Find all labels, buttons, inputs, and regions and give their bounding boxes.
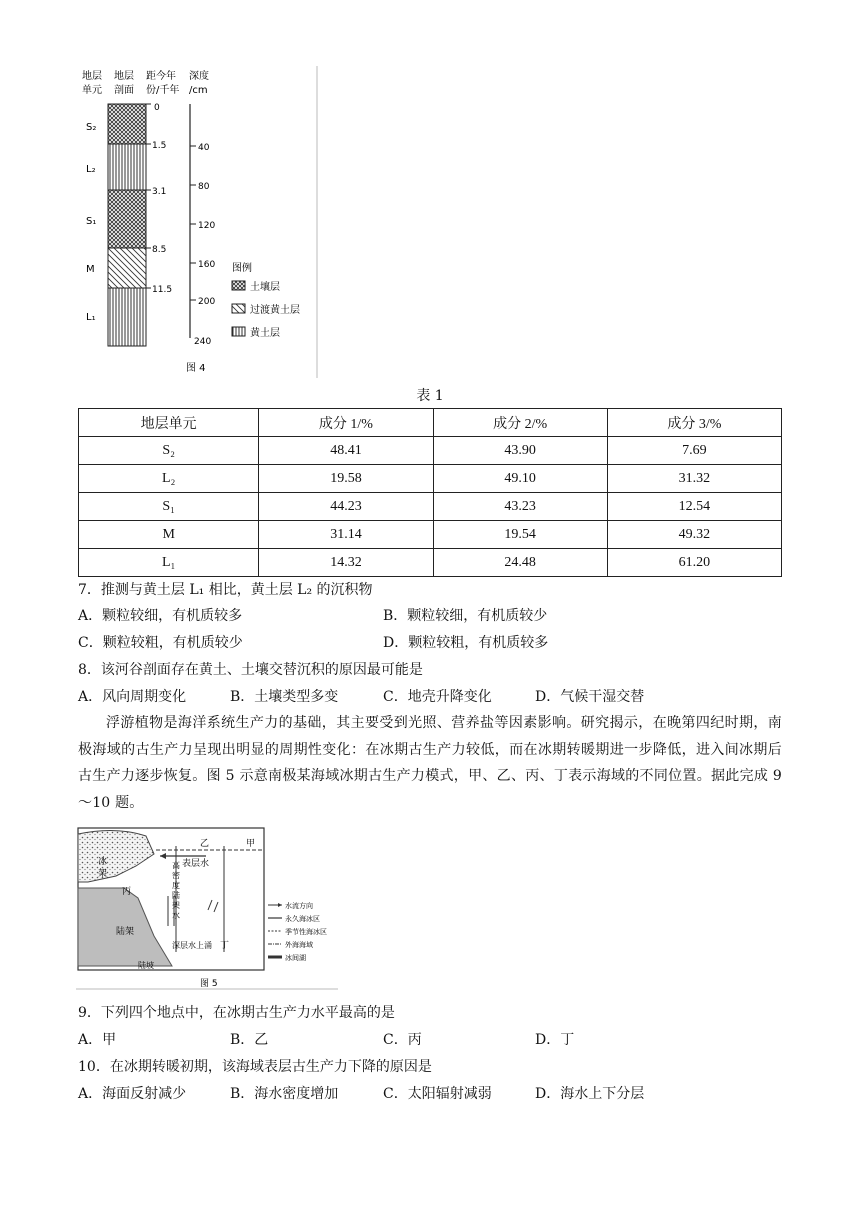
legend-title: 图例 [232,263,252,274]
age-0: 0 [154,103,160,113]
label-shelf: 陆架 [116,927,135,937]
table-cell: 19.58 [259,465,433,493]
figure-4 [76,66,320,378]
table-cell: L₁ [79,549,259,577]
label-dense-5: 架 [172,901,180,910]
header-unit-2: 单元 [82,85,102,96]
label-dense-2: 密 [172,871,180,880]
question-7-option-a: A．颗粒较细，有机质较多 [78,608,243,624]
age-1: 1.5 [152,141,167,151]
table-row [79,493,782,521]
figure-5-legend [268,901,327,962]
label-dense-1: 高 [172,861,180,870]
label-dense-4: 陆 [172,891,180,900]
legend-flow: 水流方向 [285,902,313,910]
question-9-option-d: D．丁 [535,1032,575,1048]
label-slope: 陆坡 [138,961,154,970]
unit-label-s2: S₂ [86,122,97,133]
table-1-caption: 表 1 [416,388,444,404]
label-dense-6: 水 [172,911,180,920]
depth-80: 80 [198,182,210,192]
table-cell: 48.41 [259,437,433,465]
question-10-option-c: C．太阳辐射减弱 [383,1086,492,1102]
table-cell: 19.54 [433,521,607,549]
depth-120: 120 [198,221,216,231]
question-8-option-a: A．风向周期变化 [78,689,187,705]
table-cell: 31.32 [607,465,781,493]
label-surface: 表层水 [182,859,210,869]
unit-label-l2: L₂ [86,164,96,175]
question-7-option-c: C．颗粒较粗，有机质较少 [78,635,243,651]
header-section-1: 地层 [114,71,134,82]
header-depth-1: 深度 [189,71,209,82]
question-7-stem: 7．推测与黄土层 L₁ 相比，黄土层 L₂ 的沉积物 [78,582,373,598]
layer-s1 [108,190,146,248]
header-age-2: 份/千年 [146,85,180,96]
unit-label-s1: S₁ [86,216,97,227]
question-10-stem: 10．在冰期转暖初期，该海域表层古生产力下降的原因是 [78,1059,432,1075]
figure-5 [76,826,338,990]
label-ice-1: 冰 [98,857,108,867]
label-ice-2: 架 [98,869,108,879]
table-header: 成分 1/% [259,409,433,437]
legend-loess-swatch [232,327,245,336]
table-cell: 14.32 [259,549,433,577]
table-row [79,437,782,465]
table-row [79,549,782,577]
table-1 [78,408,782,577]
depth-40: 40 [198,143,210,153]
table-header: 成分 2/% [433,409,607,437]
question-9-option-c: C．丙 [383,1032,422,1048]
question-8-stem: 8．该河谷剖面存在黄土、土壤交替沉积的原因最可能是 [78,662,423,678]
header-section-2: 剖面 [114,85,134,96]
layer-s2 [108,104,146,144]
table-cell: 43.23 [433,493,607,521]
table-cell: 44.23 [259,493,433,521]
depth-200: 200 [198,297,216,307]
question-8-option-b: B．土壤类型多变 [230,689,339,705]
question-7-option-b: B．颗粒较细，有机质较少 [383,608,548,624]
table-cell: 49.10 [433,465,607,493]
question-9-stem: 9．下列四个地点中，在冰期古生产力水平最高的是 [78,1005,395,1021]
figure-5-caption: 图 5 [200,979,218,989]
legend-trans-label: 过渡黄土层 [250,305,300,316]
table-cell: 24.48 [433,549,607,577]
question-7-option-d: D．颗粒较粗，有机质较多 [383,635,549,651]
unit-label-m: M [86,264,95,275]
table-cell: 31.14 [259,521,433,549]
question-8-option-d: D．气候干湿交替 [535,689,645,705]
label-bing: 丙 [122,887,132,897]
table-cell: 7.69 [607,437,781,465]
table-header-row [79,409,782,437]
layer-l1 [108,288,146,346]
depth-160: 160 [198,260,216,270]
question-9-option-b: B．乙 [230,1032,269,1048]
header-unit-1: 地层 [82,71,102,82]
label-dense-3: 度 [172,881,180,890]
legend-open-sea: 外海海域 [285,941,313,949]
legend-polynya: 冰间湖 [285,954,306,962]
table-row [79,465,782,493]
table-cell: M [79,521,259,549]
legend-soil-swatch [232,281,245,290]
table-cell: 49.32 [607,521,781,549]
question-9-option-a: A．甲 [78,1032,117,1048]
layer-m [108,248,146,288]
table-row [79,521,782,549]
table-cell: 61.20 [607,549,781,577]
label-jia: 甲 [246,839,256,849]
question-10-option-d: D．海水上下分层 [535,1086,645,1102]
label-ding: 丁 [220,941,230,951]
label-upwelling: 深层水上涌 [172,941,212,950]
age-4: 11.5 [152,285,173,295]
header-depth-2: /cm [189,85,208,96]
legend-seasonal-ice: 季节性海冰区 [285,928,327,936]
question-10-option-a: A．海面反射减少 [78,1086,187,1102]
depth-240: 240 [194,337,212,347]
header-age-1: 距今年 [146,71,176,82]
passage-paragraph: 浮游植物是海洋系统生产力的基础，其主要受到光照、营养盐等因素影响。研究揭示，在晚第四纪时期，南极海域的古生产力呈现出明显的周期性变化：在冰期古生产力较低，而在冰期转暖期进一步降低，进入间冰期后古生产力逐步恢复。图 5 示意南极某海域冰期古生产力模式，甲、乙、丙、丁表示海域的不同位置。据此完成 9～10 题。 [78,715,782,811]
question-8-option-c: C．地壳升降变化 [383,689,492,705]
legend-soil-label: 土壤层 [250,282,280,293]
legend-loess-label: 黄土层 [250,328,280,339]
table-header: 地层单元 [79,409,259,437]
age-3: 8.5 [152,245,167,255]
unit-label-l1: L₁ [86,312,96,323]
table-cell: S₂ [79,437,259,465]
table-cell: L₂ [79,465,259,493]
table-header: 成分 3/% [607,409,781,437]
age-2: 3.1 [152,187,167,197]
legend-trans-swatch [232,304,245,313]
label-yi: 乙 [200,839,210,849]
legend-perm-ice: 永久海冰区 [285,915,320,923]
question-10-option-b: B．海水密度增加 [230,1086,339,1102]
table-cell: 43.90 [433,437,607,465]
table-cell: S₁ [79,493,259,521]
layer-l2 [108,144,146,190]
figure-4-caption: 图 4 [186,363,206,374]
table-cell: 12.54 [607,493,781,521]
